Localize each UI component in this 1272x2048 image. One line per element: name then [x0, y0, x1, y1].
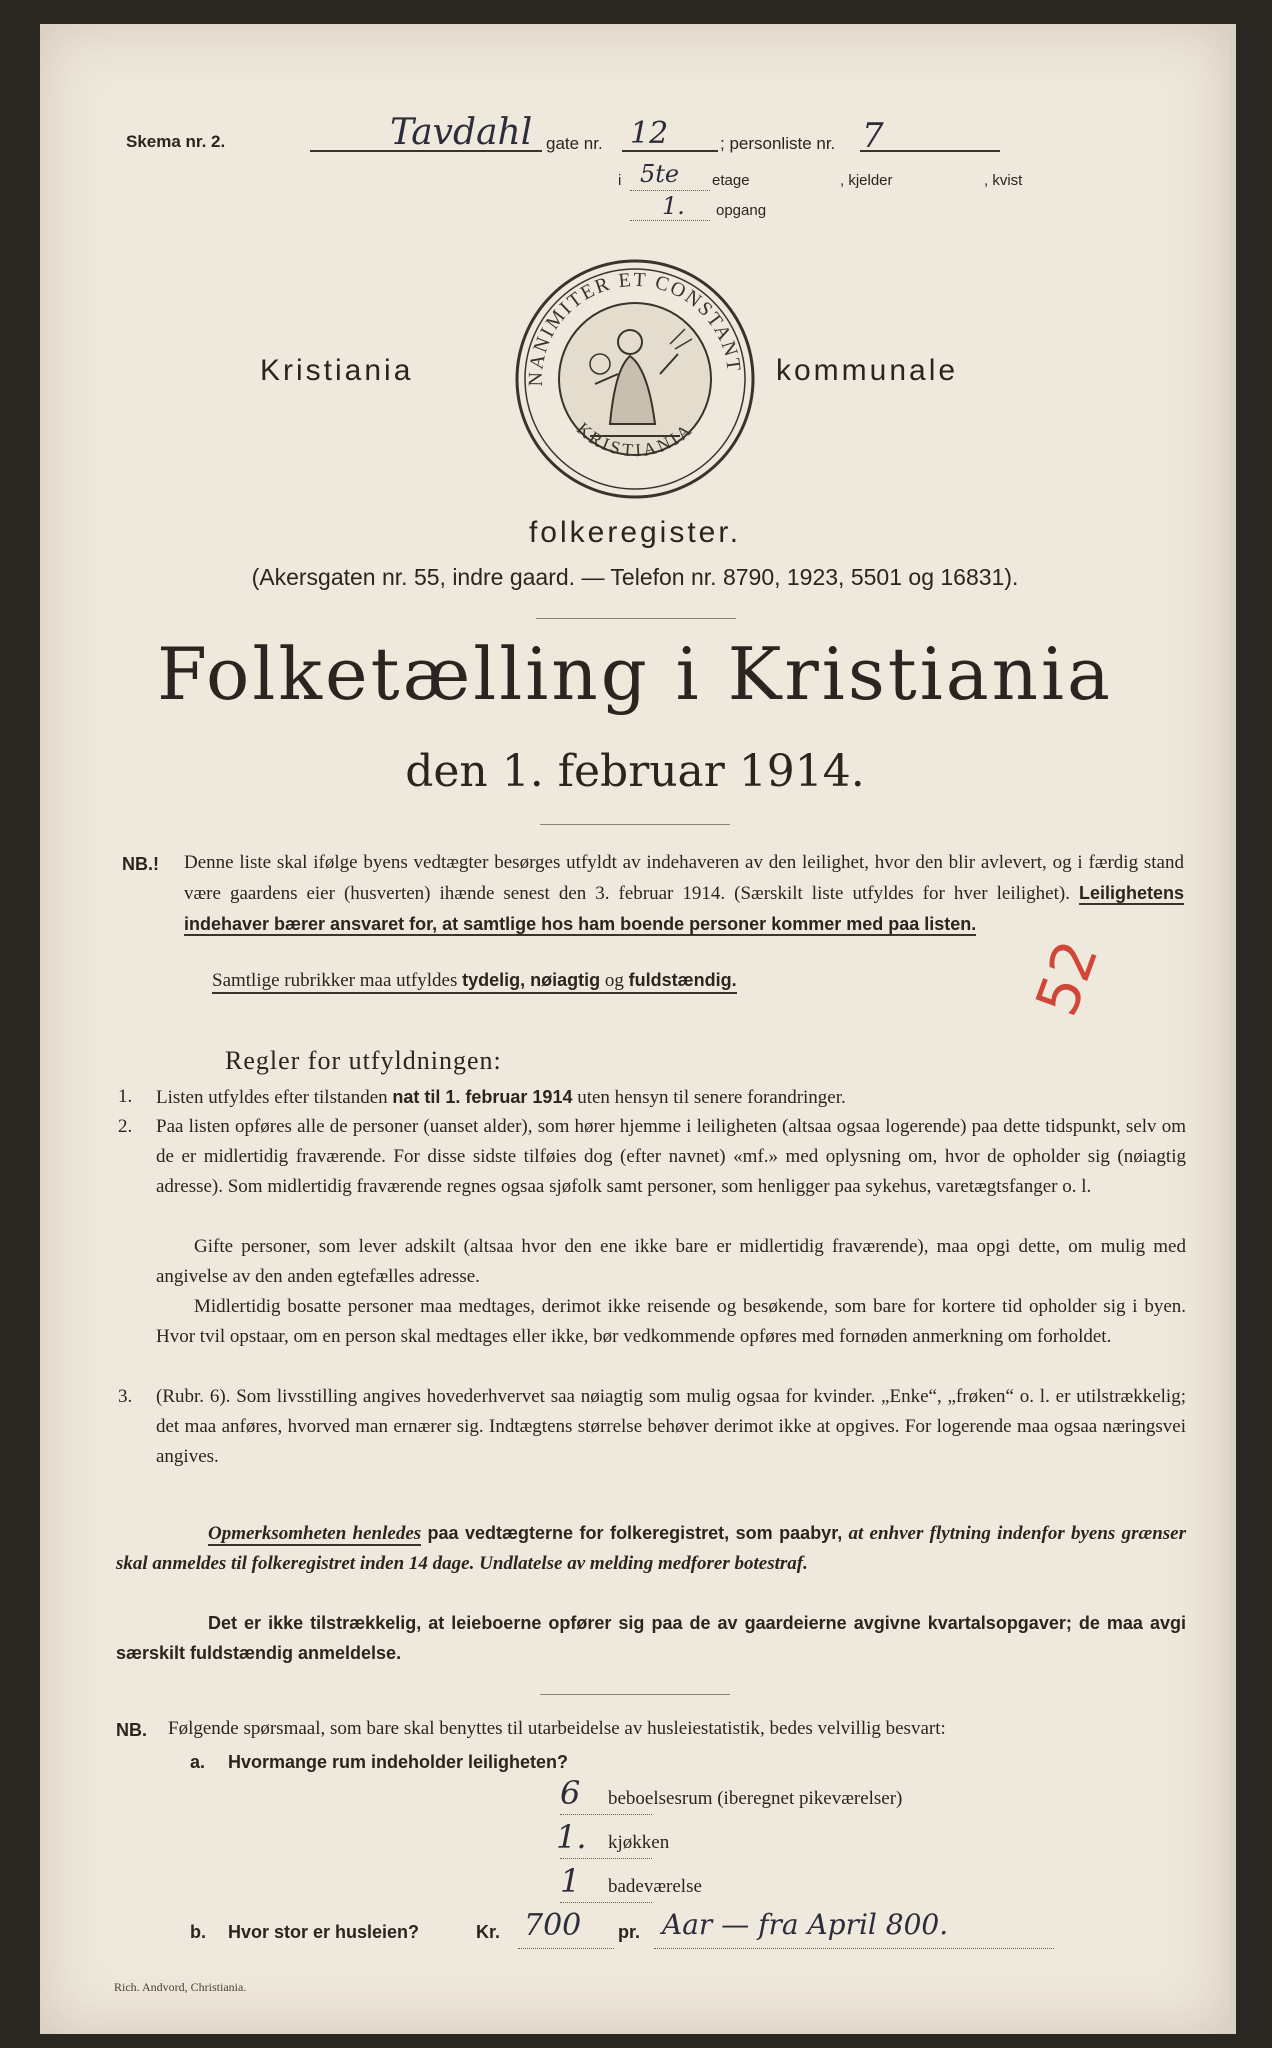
notice-c: at enhver flytning indenfor byens grænser skal anmeldes til folkeregistret inden 14 dage. Undlatelse av melding medforer botestraf. [116, 1523, 1187, 1574]
red-pencil-mark: 52 [1022, 931, 1112, 1025]
opgang-label: opgang [716, 202, 767, 219]
kitchen-label: kjøkken [608, 1832, 670, 1853]
main-title: Folketælling i Kristiania [157, 632, 1113, 716]
rooms-handwritten: 6 [560, 1774, 581, 1812]
nb2-a-label: a. [190, 1752, 206, 1772]
divider [540, 824, 730, 825]
rules-heading: Regler for utfyldningen: [225, 1046, 502, 1075]
gate-name-handwritten: Tavdahl [390, 112, 533, 153]
nb1-line3-b: tydelig, nøiagtig [462, 970, 601, 990]
opgang-line [630, 220, 710, 221]
rent-line [518, 1948, 614, 1949]
nb1-line3 [212, 970, 737, 994]
kr-label: Kr. [476, 1922, 501, 1942]
nb1-line3-d: fuldstændig. [628, 970, 737, 990]
svg-text:UNANIMITER ET CONSTANTER: NANIMITER ET CONSTANT [524, 268, 745, 387]
kjelder-label: , kjelder [840, 172, 893, 189]
org-left: Kristiania [260, 354, 414, 387]
etage-line [630, 190, 710, 191]
gate-nr-handwritten: 12 [630, 116, 669, 151]
notice-a: Opmerksomheten henledes [208, 1523, 422, 1544]
title-date: den 1. februar 1914. [405, 746, 865, 797]
kitchen-line [560, 1858, 652, 1859]
nb2-a-question: Hvormange rum indeholder leiligheten? [228, 1752, 569, 1772]
rule2b: Gifte personer, som lever adskilt (altsaa hvor den ene ikke bare er midlertidig fraværende), maa opgi dette, om mulig med angivelse av den anden egtefælles adresse. [156, 1236, 1186, 1287]
bathroom-label: badeværelse [608, 1876, 702, 1897]
rule2c: Midlertidig bosatte personer maa medtages, derimot ikke reisende og besøkende, som bare for kortere tid opholder sig i byen. Hvor tvil opstaar, om en person skal medtages eller ikke, bør vedkommende opføres med fornøden anmerkning om forholdet. [156, 1296, 1186, 1347]
census-form-page [40, 24, 1236, 2034]
nb1-emphasis: Leilighetens indehaver bærer ansvaret for, at samtlige hos ham boende personer kommer med paa listen. [184, 883, 1185, 934]
period-line [654, 1948, 1054, 1949]
nb1-line3-a: Samtlige rubrikker maa utfyldes [212, 970, 458, 991]
notice-b: paa vedtægterne for folkeregistret, som paabyr, [427, 1523, 843, 1543]
nb1-body: Denne liste skal ifølge byens vedtægter besørges utfyldt av indehaveren av den leilighet, hvor den blir avlevert, og i færdig stand være gaardens eier (husverten) ihænde senest den 3. februar 1914. (Særskilt liste utfyldes for hver leilighet). [184, 852, 1184, 904]
nb2-label: NB. [116, 1720, 147, 1740]
gate-label: gate nr. [546, 134, 603, 153]
notice-d: Det er ikke tilstrækkelig, at leieboerne opfører sig paa de av gaardeierne avgivne kvartalsopgaver; de maa avgi særskilt fuldstændig anmeldelse. [116, 1613, 1186, 1663]
personliste-label: ; personliste nr. [720, 134, 836, 153]
etage-label: etage [712, 172, 750, 189]
i-label: i [618, 172, 622, 189]
rule1-a: Listen utfyldes efter tilstanden [156, 1087, 388, 1108]
bathroom-handwritten: 1 [560, 1862, 581, 1900]
divider [540, 1694, 730, 1695]
rule2-num: 2. [118, 1116, 133, 1137]
svg-text:KRISTIANIA: KRISTIANIA [572, 418, 698, 461]
kristiania-seal [510, 254, 760, 504]
rule1-num: 1. [118, 1086, 133, 1107]
rule1-b: nat til 1. februar 1914 [392, 1087, 573, 1107]
pr-label: pr. [618, 1922, 641, 1942]
rule3-num: 3. [118, 1386, 133, 1407]
divider [536, 618, 736, 619]
opgang-handwritten: 1. [662, 192, 685, 220]
rent-handwritten: 700 [524, 1908, 582, 1943]
rule1 [156, 1082, 1186, 1113]
nb2-text: Følgende spørsmaal, som bare skal benyttes til utarbeidelse av husleiestatistik, bedes velvillig besvart: [168, 1718, 946, 1739]
skema-label: Skema nr. 2. [126, 132, 226, 151]
nb2-b-question: Hvor stor er husleien? [228, 1922, 420, 1942]
kvist-label: , kvist [984, 172, 1023, 189]
nb1-label: NB.! [122, 854, 159, 874]
org-sub: folkeregister. [528, 516, 742, 549]
printer-imprint: Rich. Andvord, Christiania. [114, 1980, 247, 1994]
rule1-c: uten hensyn til senere forandringer. [577, 1087, 846, 1108]
rule2: Paa listen opføres alle de personer (uanset alder), som hører hjemme i leiligheten (altsaa ogsaa logerende) paa dette tidspunkt, selv om de er midlertidig fraværende. For disse sidste tilføies dog (efter navnet) «mf.» med oplysning om, hvor de opholder sig (nøiagtig adresse). Som midlertidig fraværende regnes ogsaa sjøfolk samt personer, som henligger paa sykehus, varetægtsfanger o. l. [156, 1116, 1186, 1197]
org-right: kommunale [776, 354, 959, 387]
rule3: (Rubr. 6). Som livsstilling angives hovederhvervet saa nøiagtig som mulig ogsaa for kvinder. „Enke“, „frøken“ o. l. er utilstrækkelig; det maa anføres, hvorved man ernærer sig. Indtægtens størrelse behøver derimot ikke at opgives. For logerende maa ogsaa næringsvei angives. [156, 1386, 1186, 1467]
nb1-text [184, 848, 1184, 940]
notice-paragraph [116, 1518, 1186, 1579]
etage-handwritten: 5te [640, 160, 680, 188]
nb2-b-label: b. [190, 1922, 206, 1942]
bathroom-line [560, 1902, 652, 1903]
kitchen-handwritten: 1. [556, 1818, 587, 1856]
rooms-line [560, 1814, 652, 1815]
rooms-label: beboelsesrum (iberegnet pikeværelser) [608, 1788, 903, 1809]
nb1-line3-c: og [604, 970, 624, 991]
personliste-handwritten: 7 [862, 116, 884, 156]
period-handwritten: Aar — fra April 800. [662, 1908, 949, 1941]
org-address: (Akersgaten nr. 55, indre gaard. — Telefon nr. 8790, 1923, 5501 og 16831). [251, 564, 1019, 590]
